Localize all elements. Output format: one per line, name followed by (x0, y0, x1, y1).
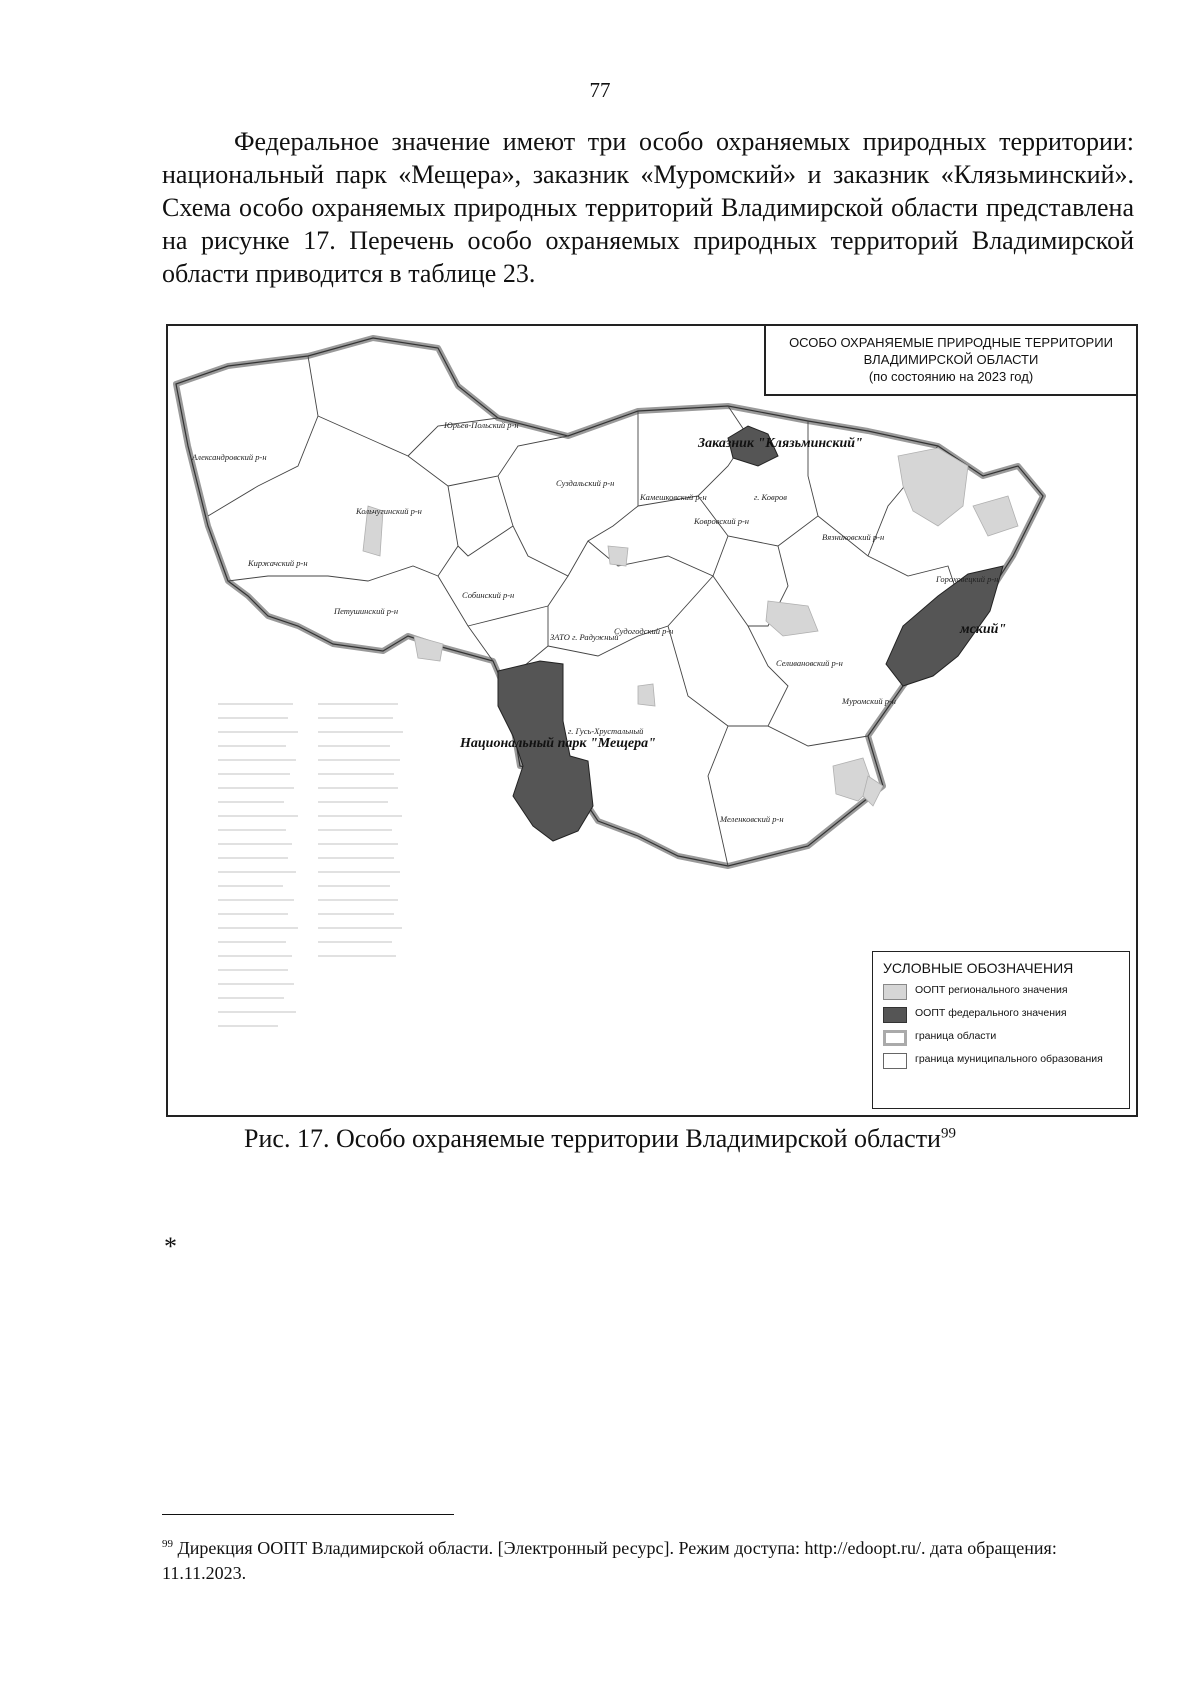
district-label: Меленковский р-н (720, 814, 784, 824)
map-figure (166, 324, 1138, 1117)
district-label: г. Гусь-Хрустальный (568, 726, 644, 736)
footnote-number: 99 (162, 1538, 173, 1550)
legend-box (872, 951, 1130, 1109)
legend-row (883, 984, 1119, 1000)
legend-label: ООПТ федерального значения (915, 1007, 1067, 1019)
district-label: Гороховецкий р-н (936, 574, 999, 584)
legend-row (883, 1053, 1119, 1069)
district-label: Селивановский р-н (776, 658, 843, 668)
district-label: Александровский р-н (192, 452, 267, 462)
legend-title: УСЛОВНЫЕ ОБОЗНАЧЕНИЯ (883, 960, 1074, 976)
regional-swatch (883, 984, 907, 1000)
district-label: Собинский р-н (462, 590, 515, 600)
label-muromsky: мский" (960, 622, 1007, 637)
district-label: Юрьев-Польский р-н (444, 420, 519, 430)
legend-label: граница области (915, 1030, 997, 1042)
district-label: Кольчугинский р-н (356, 506, 422, 516)
oblast-boundary (176, 338, 1043, 866)
federal-swatch (883, 1007, 907, 1023)
asterisk: * (164, 1232, 177, 1261)
oblast-border-swatch (883, 1030, 907, 1046)
caption-footnote-ref: 99 (940, 1125, 956, 1142)
municipal-border-swatch (883, 1053, 907, 1069)
body-paragraph: Федеральное значение имеют три особо охраняемых природных территории: национальный парк «Мещера», заказник «Муромский» и заказник «Клязьминский». Схема особо охраняемых природных территорий Владимирской области представлена на рисунке 17. Перечень особо охраняемых природных территорий Владимирской области приводится в таблице 23. (162, 127, 1134, 288)
legend-row (883, 1030, 1119, 1046)
legend-row (883, 1007, 1119, 1023)
district-label: Судогодский р-н (614, 626, 674, 636)
district-label: г. Ковров (754, 492, 787, 502)
footnote-rule (162, 1514, 454, 1515)
map-title-line2: ВЛАДИМИРСКОЙ ОБЛАСТИ (863, 352, 1039, 367)
district-label: Ковровский р-н (694, 516, 750, 526)
map-title-line3: (по состоянию на 2023 год) (868, 369, 1034, 384)
district-label: Муромский р-н (842, 696, 897, 706)
footnote (162, 1532, 1102, 1586)
district-label: Вязниковский р-н (822, 532, 885, 542)
map-title-box (764, 326, 1136, 396)
page-number: 77 (589, 78, 611, 102)
caption-text: Рис. 17. Особо охраняемые территории Владимирской области (244, 1124, 941, 1153)
oopt-list (218, 704, 403, 1026)
legend-label: граница муниципального образования (915, 1053, 1103, 1065)
legend-label: ООПТ регионального значения (915, 984, 1068, 996)
district-label: ЗАТО г. Радужный (550, 632, 619, 642)
map-title-line1: ОСОБО ОХРАНЯЕМЫЕ ПРИРОДНЫЕ ТЕРРИТОРИИ (789, 335, 1113, 350)
district-label: Суздальский р-н (556, 478, 615, 488)
label-klyazminsky: Заказник "Клязьминский" (698, 436, 863, 451)
label-meshchera: Национальный парк "Мещера" (460, 736, 656, 751)
district-label: Камешковский р-н (640, 492, 707, 502)
footnote-text: Дирекция ООПТ Владимирской области. [Электронный ресурс]. Режим доступа: http://edoopt.ru/. дата обращения: 11.11.2023. (162, 1538, 1057, 1583)
figure-caption (0, 1124, 1200, 1154)
district-label: Киржачский р-н (248, 558, 308, 568)
district-label: Петушинский р-н (334, 606, 399, 616)
